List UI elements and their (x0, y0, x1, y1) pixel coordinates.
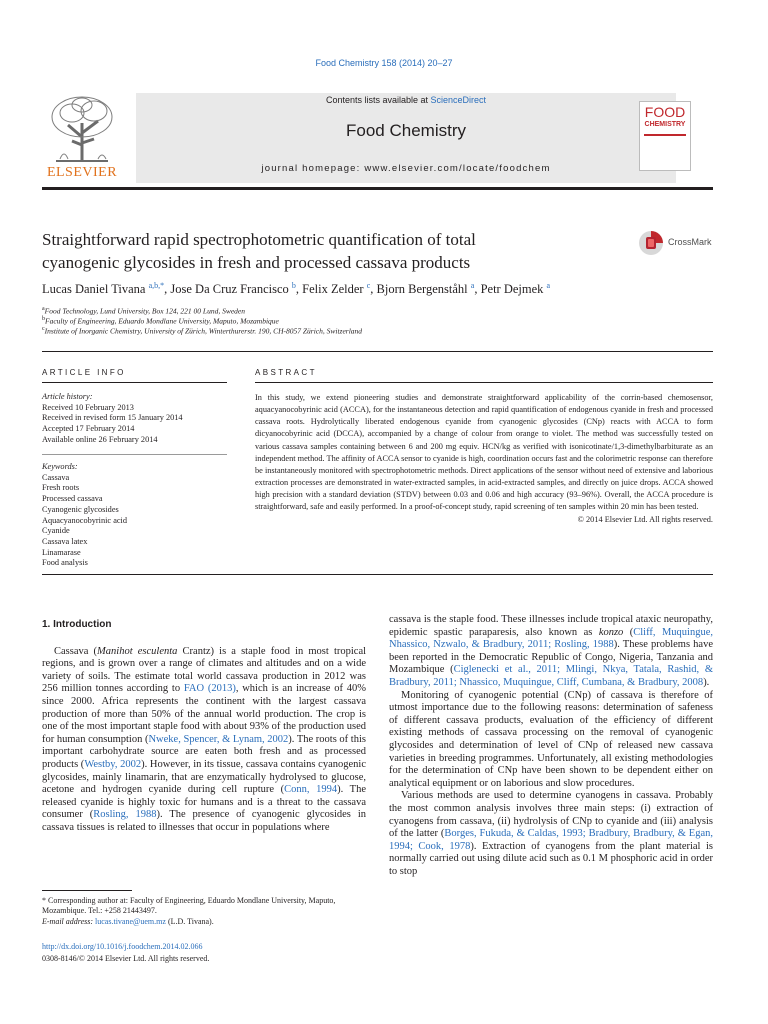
crossmark-label: CrossMark (668, 237, 712, 247)
keyword: Processed cassava (42, 494, 103, 504)
body-left-column (42, 619, 366, 835)
citation-link[interactable]: Borges, Fukuda, & Caldas, 1993; Bradbury, Bradbury, & Egan, 1994; Cook, 1978 (389, 828, 713, 852)
footnote-rule (42, 890, 132, 891)
title-line-2: cyanogenic glycosides in fresh and processed cassava products (42, 253, 471, 272)
journal-masthead (42, 93, 713, 185)
doi-block (42, 941, 377, 964)
email-label: E-mail address: (42, 916, 96, 926)
keywords-label: Keywords: (42, 462, 78, 471)
body-text: ). However, in its tissue, cassava contains cyanogenic glycosides, mainly linamarin, that are enzymatically hydrolysed to glucose, acetone and hydrogen cyanide during cell rupture ( (42, 758, 366, 796)
journal-name: Food Chemistry (346, 121, 466, 140)
author-affiliation-mark[interactable]: a,b,* (148, 281, 165, 290)
citation-link[interactable]: Ciglenecki et al., 2011; Mlingi, Nkya, Tatala, Rashid, & Bradbury, 2011; Nhassico, Muquingue, Cliff, Cumbana, & Bradbury, 2008 (389, 664, 713, 688)
divider (42, 351, 713, 352)
keywords (42, 462, 227, 569)
masthead-rule (42, 187, 713, 190)
section-title: 1. Introduction (42, 619, 112, 630)
affiliation-mark: c (42, 326, 45, 332)
article-title (42, 228, 602, 274)
author-name[interactable]: Lucas Daniel Tivana (42, 282, 149, 297)
article-history (42, 392, 227, 446)
citation-link[interactable]: Conn, 1994 (284, 784, 338, 796)
citation-link[interactable]: Westby, 2002 (84, 758, 142, 770)
body-paragraph (42, 646, 366, 835)
affiliation-mark: b (42, 316, 45, 322)
affiliation (42, 316, 279, 326)
history-item: Accepted 17 February 2014 (42, 424, 135, 434)
body-paragraph (389, 614, 713, 690)
author-name[interactable]: , Felix Zelder (295, 282, 367, 297)
cover-subtitle: CHEMISTRY (644, 121, 686, 128)
keyword: Aquacyanocobyrinic acid (42, 515, 128, 525)
author-affiliation-mark[interactable]: b (291, 281, 296, 290)
author-list (42, 281, 722, 297)
history-label: Article history: (42, 392, 93, 401)
affiliation-text: Food Technology, Lund University, Box 124, 221 00 Lund, Sweden (44, 306, 246, 316)
body-text: cassava is the staple food. These illnesses include tropical ataxic neuropathy, epidemic spastic paraparesis, also known as (389, 614, 713, 638)
body-text: ). These problems have been reported in the Democratic Republic of Congo, Nigeria, Tanzania and Mozambique ( (389, 639, 714, 676)
abstract-copyright: © 2014 Elsevier Ltd. All rights reserved. (577, 514, 713, 524)
italic-term: Manihot esculenta (97, 645, 178, 657)
abstract-text: In this study, we extend pioneering studies and demonstrate straightforward applicability of the corrin-based chemosensor, aquacyanocobyrinic acid (ACCA), for the instantaneous detection and rapid quantification of endogenous cyanide in fresh and processed cassava roots. Hydrolytically liberated endogenous cyanide from cyanogenic glycosides (CNp) reacts with ACCA to form dicyanocobyrinic acid (DCCA), accompanied by a change of colour from orange to violet. The method was successfully tested on various cassava samples containing between 6 and 200 mg equiv. HCN/kg as verified with isonicotinate/1,3-dimethylbarbiturate as an independent method. The affinity of ACCA sensor to cyanide is high, coordination occurs fast and the colorimetric response can therefore be instantaneously monitored with spectrophotometric methods. Direct applications of the sensor without need of extensive and laborious extraction processes are demonstrated in water-extracted samples, in acid-extracted samples, and directly on juice drops. ACCA showed high precision with a standard deviation (STDV) between 0.03 and 0.06 and high accuracy (93–96%). Overall, the ACCA procedure is straightforward, safe and easily performed. In a proof-of-concept study, rapid screening of ten samples within 20 min has been tested. (255, 393, 713, 512)
corresponding-author-note: * Corresponding author at: Faculty of Engineering, Eduardo Mondlane University, Maputo, Mozambique. Tel.: +258 21443497. (42, 896, 336, 916)
footnote (42, 896, 377, 927)
cover-stripe (644, 134, 686, 136)
divider (42, 454, 227, 455)
article-info-heading: ARTICLE INFO (42, 368, 126, 377)
author-affiliation-mark[interactable]: c (366, 281, 371, 290)
affiliation-mark: a (42, 306, 45, 312)
email-link[interactable]: lucas.tivane@uem.mz (95, 916, 166, 926)
body-text: ). Extraction of cyanogens from the plant material is normally carried out using dilute acid such as 0.1 M phosphoric acid in order to stop (389, 840, 713, 877)
contents-line (136, 95, 676, 105)
cover-title: FOOD (644, 104, 686, 120)
keyword: Food analysis (42, 558, 88, 568)
author-name[interactable]: , Petr Dejmek (474, 282, 547, 297)
elsevier-wordmark: ELSEVIER (46, 165, 118, 180)
email-suffix: (L.D. Tivana). (165, 916, 214, 926)
body-text: ). The released cyanide is highly toxic for humans and is a threat to the cassava consumer ( (42, 784, 366, 821)
body-text: Various methods are used to determine cyanogens in cassava. Probably the most common analysis involves three main steps: (i) extraction of cyanogens from cassava, (ii) hydrolysis of CNp to cyanide and (iii) analysis of the latter ( (389, 790, 713, 840)
divider (42, 382, 227, 383)
contents-prefix: Contents lists available at (325, 95, 431, 105)
abstract (255, 392, 713, 526)
author-affiliation-mark[interactable]: a (546, 281, 551, 290)
journal-cover-thumbnail[interactable] (639, 101, 691, 171)
keyword: Cyanogenic glycosides (42, 504, 119, 514)
affiliation-text: Faculty of Engineering, Eduardo Mondlane University, Maputo, Mozambique (45, 316, 279, 326)
crossmark-button[interactable] (638, 230, 718, 256)
journal-reference-link[interactable]: Food Chemistry 158 (2014) 20–27 (315, 58, 453, 68)
body-text: Cassava ( (54, 645, 98, 657)
doi-link[interactable]: http://dx.doi.org/10.1016/j.foodchem.2014.02.066 (42, 942, 203, 951)
history-item: Available online 26 February 2014 (42, 434, 158, 444)
journal-banner (136, 93, 676, 183)
italic-term: konzo (598, 626, 624, 638)
author-affiliation-mark[interactable]: a (470, 281, 475, 290)
homepage-prefix: journal homepage: (261, 163, 365, 174)
citation-link[interactable]: Rosling, 1988 (93, 809, 157, 821)
history-item: Received in revised form 15 January 2014 (42, 413, 183, 423)
keyword: Cyanide (42, 526, 70, 536)
journal-homepage (136, 163, 676, 174)
crossmark-icon (638, 230, 664, 256)
body-paragraph (389, 790, 713, 878)
divider (255, 382, 713, 383)
body-text: Crantz) is a staple food in most tropical regions, and is grown over a range of climates and altitudes and on a wide variety of soils. The estimate total world cassava production in 2012 was 256 million tonnes according to (42, 645, 367, 695)
body-text: , which is an increase of 40% since 2000. Africa represents the continent with the largest cassava production of more than 50% of the annual world production. The crop is one of the most important staple food with about 93% of the production used for human consumption ( (42, 683, 366, 745)
email-line (42, 917, 377, 927)
history-item: Received 10 February 2013 (42, 402, 134, 412)
body-text: ( (623, 626, 634, 638)
citation-link[interactable]: FAO (2013) (183, 683, 236, 695)
affiliation-text: Institute of Inorganic Chemistry, University of Zürich, Winterthurerstr. 190, CH-8057 Zürich, Switzerland (44, 326, 363, 336)
body-text: ). The roots of this important carbohydrate source are eaten both fresh and as processed products ( (42, 733, 366, 770)
citation-link[interactable]: Cliff, Muquingue, Nhassico, Nzwalo, & Bradbury, 2011; Rosling, 1988 (389, 626, 714, 651)
abstract-heading: ABSTRACT (255, 368, 317, 377)
homepage-url-link[interactable]: www.elsevier.com/locate/foodchem (364, 163, 551, 174)
citation-link[interactable]: Nweke, Spencer, & Lynam, 2002 (148, 733, 289, 745)
keyword: Cassava (42, 472, 70, 482)
affiliation (42, 326, 362, 336)
title-line-1: Straightforward rapid spectrophotometric quantification of total (42, 230, 476, 249)
issn-line: 0308-8146/© 2014 Elsevier Ltd. All rights reserved. (42, 953, 210, 963)
keyword: Cassava latex (42, 536, 88, 546)
body-paragraph (389, 690, 713, 791)
body-right-column (389, 614, 713, 878)
author-name[interactable]: , Jose Da Cruz Francisco (164, 282, 292, 297)
author-name[interactable]: , Bjorn Bergenståhl (370, 282, 471, 297)
affiliation (42, 306, 245, 316)
keyword: Linamarase (42, 547, 81, 557)
body-text: ). The presence of cyanogenic glycosides in cassava tissues is related to illnesses that occur in populations where (42, 809, 366, 833)
body-text: ). (703, 676, 710, 688)
divider (42, 574, 713, 575)
sciencedirect-link[interactable]: ScienceDirect (430, 95, 487, 105)
body-text: Monitoring of cyanogenic potential (CNp) of cassava is therefore of utmost importance due to the following reasons: determination of safeness of different cassava products, evaluation of the efficiency of different existing methods of cassava processing on the removal of cyanogenic glycosides and determination of level of CNp of released new cassava varieties in breeding programmes. Unfortunately, all existing methodologies for the determination of CNp have been shown to be dependent either on analytical equipment or on laborious and slow procedures. (389, 689, 713, 789)
keyword: Fresh roots (42, 483, 80, 493)
